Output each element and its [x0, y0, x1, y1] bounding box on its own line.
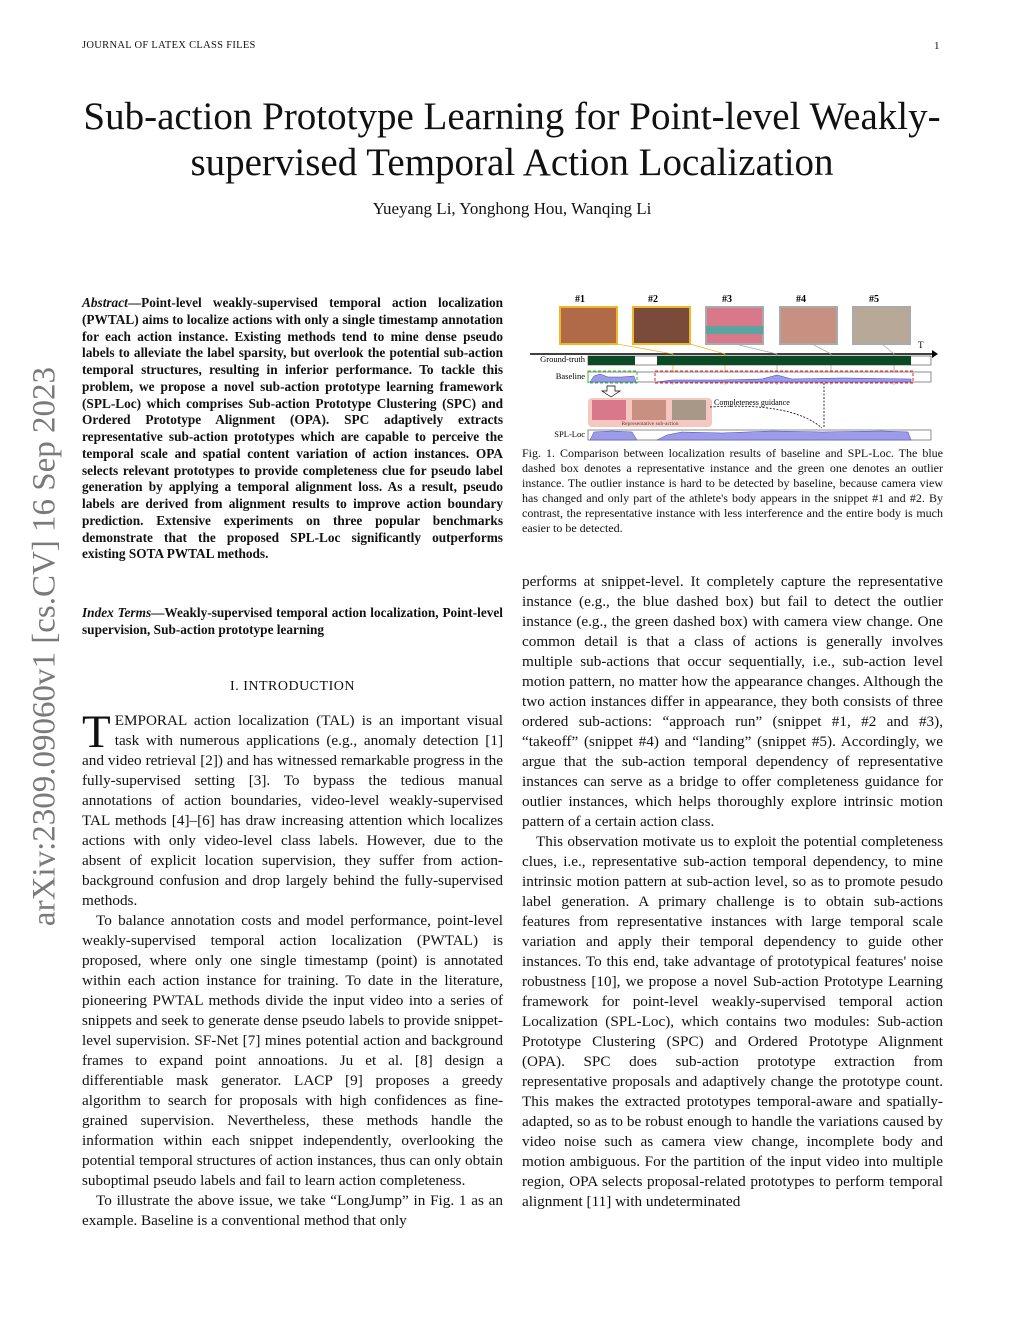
ground-truth-bar: [657, 356, 911, 365]
paragraph: [82, 706, 503, 911]
paper-title: Sub-action Prototype Learning for Point-level Weakly-supervised Temporal Action Localization: [83, 95, 941, 184]
paragraph: This observation motivate us to exploit the potential completeness clues, i.e., representative sub-action temporal dependency, to mine intrinsic motion pattern at sub-action level, so as to promote pesudo label generation. A primary challenge is to obtain sub-actions features from representative instances with large temporal scale variation and apply their temporal dependency to guide other instances. To this end, take advantage of prototypical features' noise robustness [10], we propose a novel Sub-action Prototype Learning framework for point-level weakly-supervised temporal action Localization (SPL-Loc), which contains two modules: Sub-action Prototype Clustering (SPC) and Ordered Prototype Alignment (OPA). SPC does sub-action prototype extraction from representative proposals and adaptively change the prototype count. This makes the extracted prototypes temporal-aware and spatially-adapted, so as to be robust enough to handle the variations caused by video noise such as camera view change, incomplete body and motion ambiguous. For the partition of the input video into multiple region, OPA selects proposal-related prototypes to perform temporal alignment [11] with undeterminated: [522, 833, 943, 1210]
paragraph: To balance annotation costs and model performance, point-level weakly-supervised temporal action localization (PWTAL) is proposed, where only one single timestamp (point) is annotated within each action instance for training. To date in the literature, pioneering PWTAL methods divide the input video into a series of snippets and seek to generate dense pseudo labels to provide snippet-level supervision. SF-Net [7] mines potential action and background frames to expand point annoations. Ju et al. [8] design a differentiable mask generator. LACP [9] proposes a greedy algorithm to search for proposals with high confidences as fine-grained supervision. Nevertheless, these methods handle the information within each snippet independently, overlooking the potential temporal structures of action instances, thus can only obtain suboptimal pseudo labels and fail to learn action completeness.: [82, 912, 503, 1189]
snippet-label: #4: [796, 294, 806, 305]
abstract-label: Abstract: [82, 295, 128, 310]
row-label: SPL-Loc: [554, 429, 585, 439]
running-header: JOURNAL OF LATEX CLASS FILES: [82, 40, 256, 51]
paragraph: performs at snippet-level. It completely capture the representative instance (e.g., the blue dashed box) but fail to detect the outlier instance (e.g., the green dashed box) with camera view change. One common detail is that a class of actions is generally involves multiple sub-actions that occur sequentially, i.e., sub-action level motion pattern, no matter how the appearance changes. Although the two action instances differ in appearance, they both consists of three ordered sub-actions: “approach run” (snippet #1, #2 and #3), “takeoff” (snippet #4) and “landing” (snippet #5). Accordingly, we argue that the sub-action temporal dependency of representative instances can serve as a bridge to offer completeness guidance for outlier instances, which helps thoroughly explore intrinsic motion pattern of a certain action class.: [522, 573, 943, 830]
row-label: Ground-truth: [540, 354, 585, 364]
figure-caption: Fig. 1. Comparison between localization results of baseline and SPL-Loc. The blue dashed box denotes a representative instance and the green one denotes an outlier instance. The outlier instance is hard to be detected by baseline, because camera view has changed and only part of the athlete's body appears in the snippet #1 and #2. By contrast, the representative instance with less interference and the entire body is much easier to be detected.: [522, 446, 943, 535]
snippet-label: #2: [648, 294, 658, 305]
index-terms: [82, 605, 503, 639]
right-column: [522, 572, 943, 1212]
drop-cap: T: [82, 706, 111, 758]
rep-label: Representative sub-action: [621, 421, 679, 427]
page-number: 1: [934, 40, 940, 52]
index-terms-text: —Weakly-supervised temporal action localization, Point-level supervision, Sub-action prototype learning: [82, 605, 503, 637]
ground-truth-bar: [588, 356, 635, 365]
snippet-label: #5: [869, 294, 879, 305]
authors: Yueyang Li, Yonghong Hou, Wanqing Li: [372, 199, 652, 218]
snippet-thumbnails: [560, 307, 910, 344]
index-terms-label: Index Terms: [82, 605, 152, 620]
row-label: Baseline: [555, 371, 585, 381]
snippet-label: #1: [575, 294, 585, 305]
paragraph-text: EMPORAL action localization (TAL) is an important visual task with numerous applications (e.g., anomaly detection [1] and video retrieval [2]) and has witnessed remarkable progress in the fully-supervised setting [3]. To bypass the tedious manual annotations of action boundaries, video-level weakly-supervised TAL methods [4]–[6] has draw increasing attention which localizes actions with only video-level class labels. However, due to the absent of explicit location supervision, they suffer from action-background confusion and drop largely behind the fully-supervised methods.: [82, 712, 503, 909]
time-axis-label: T: [918, 340, 924, 350]
abstract: [82, 295, 503, 563]
figure-1: [522, 290, 942, 442]
guidance-label: Completeness guidance: [714, 398, 790, 407]
abstract-text: —Point-level weakly-supervised temporal action localization (PWTAL) aims to localize actions with only a single timestamp annotation for each action instance. Existing methods tend to mine dense pseudo labels to alleviate the label sparsity, but overlook the potential sub-action temporal structures, resulting in inferior performance. To tackle this problem, we propose a novel sub-action prototype learning framework (SPL-Loc) which comprises Sub-action Prototype Clustering (SPC) and Ordered Prototype Alignment (OPA). SPC adaptively extracts representative sub-action prototypes which are capable to perceive the temporal scale and spatial content variation of action instances. OPA selects relevant prototypes to provide completeness clue for pseudo label generation by applying a temporal alignment loss. As a result, pseudo labels are derived from alignment results to improve action boundary prediction. Extensive experiments on three popular benchmarks demonstrate that the proposed SPL-Loc significantly outperforms existing SOTA PWTAL methods.: [82, 295, 503, 562]
left-column: [82, 706, 503, 1231]
paragraph: To illustrate the above issue, we take “LongJump” in Fig. 1 as an example. Baseline is a conventional method that only: [82, 1192, 503, 1229]
down-arrow-icon: [602, 386, 620, 397]
section-heading: I. INTRODUCTION: [230, 679, 355, 694]
arxiv-stamp: arXiv:2309.09060v1 [cs.CV] 16 Sep 2023: [26, 366, 63, 927]
snippet-label: #3: [722, 294, 732, 305]
